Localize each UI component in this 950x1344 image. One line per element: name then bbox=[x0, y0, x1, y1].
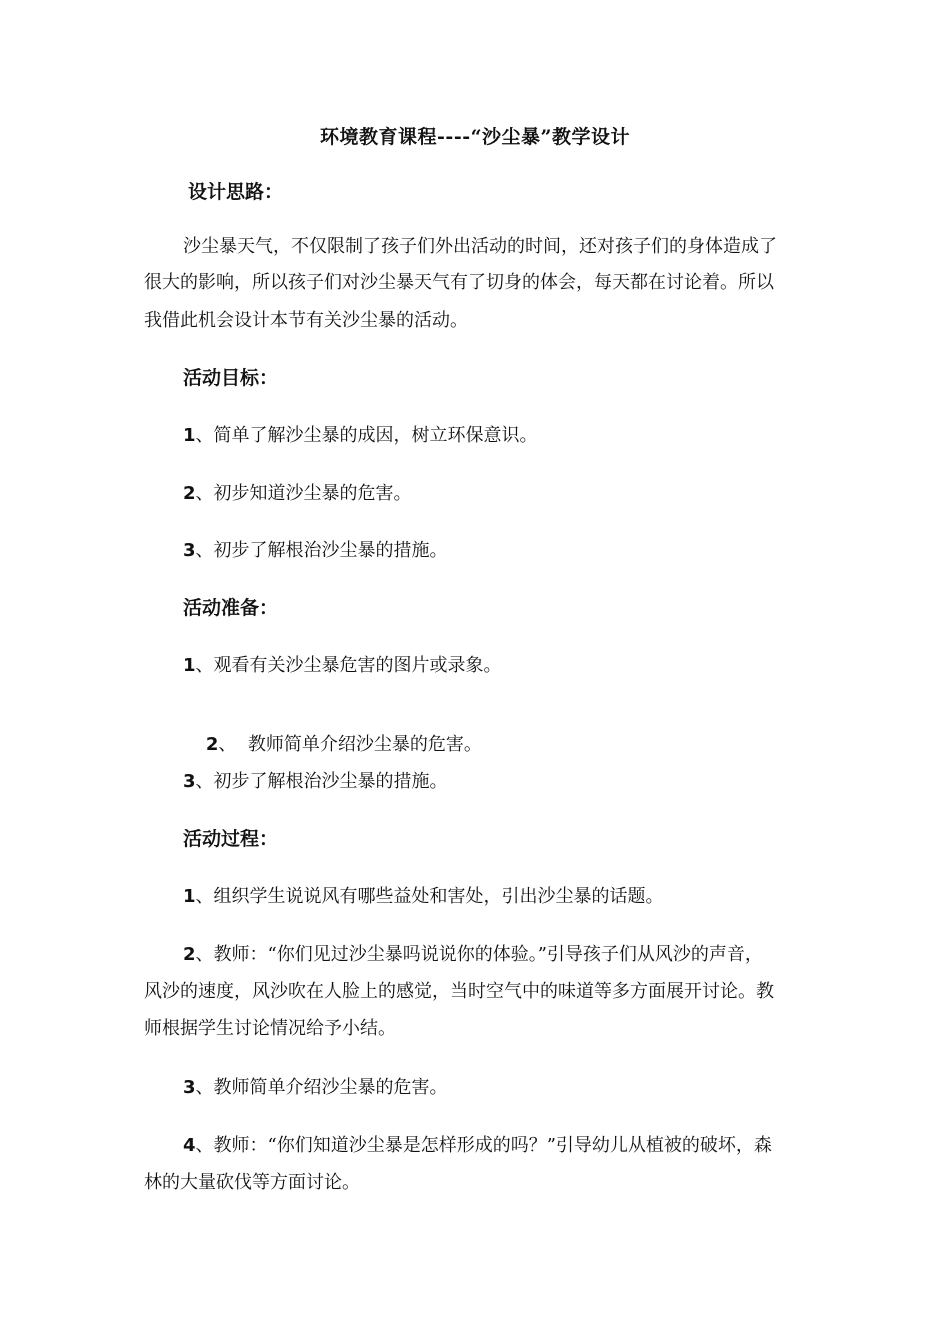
process-heading: 活动过程： bbox=[183, 828, 279, 850]
prep-text: 、观看有关沙尘暴危害的图片或录象。 bbox=[195, 655, 502, 676]
goal-number: 3 bbox=[183, 540, 196, 561]
document-title: 环境教育课程----“沙尘暴”教学设计 bbox=[320, 126, 630, 148]
process-text: 、教师简单介绍沙尘暴的危害。 bbox=[195, 1077, 448, 1098]
prep-number: 3 bbox=[183, 771, 196, 792]
goal-text: 、简单了解沙尘暴的成因，树立环保意识。 bbox=[195, 425, 538, 446]
goal-number: 1 bbox=[183, 425, 196, 446]
design-heading: 设计思路： bbox=[188, 181, 284, 203]
process-item bbox=[183, 1073, 853, 1099]
prep-number: 1 bbox=[183, 655, 196, 676]
process-number: 2 bbox=[183, 944, 196, 965]
process-number: 3 bbox=[183, 1077, 196, 1098]
process-number: 1 bbox=[183, 886, 196, 907]
design-line-1: 沙尘暴天气，不仅限制了孩子们外出活动的时间，还对孩子们的身体造成了 bbox=[183, 236, 777, 257]
process-text-continued: 风沙的速度，风沙吹在人脸上的感觉，当时空气中的味道等多方面展开讨论。教 bbox=[144, 981, 774, 1002]
goal-item bbox=[183, 479, 853, 505]
prep-text: 、 教师简单介绍沙尘暴的危害。 bbox=[218, 734, 482, 755]
prep-text: 、初步了解根治沙尘暴的措施。 bbox=[195, 771, 448, 792]
process-text: 、组织学生说说风有哪些益处和害处，引出沙尘暴的话题。 bbox=[195, 886, 664, 907]
process-text-continued: 林的大量砍伐等方面讨论。 bbox=[144, 1172, 360, 1193]
goals-heading: 活动目标： bbox=[183, 367, 279, 389]
prep-item bbox=[183, 651, 853, 677]
process-number: 4 bbox=[183, 1135, 196, 1156]
goal-text: 、初步了解根治沙尘暴的措施。 bbox=[195, 540, 448, 561]
process-item bbox=[183, 1131, 853, 1157]
process-text: 、教师：“你们见过沙尘暴吗说说你的体验。”引导孩子们从风沙的声音， bbox=[195, 944, 763, 965]
prep-item bbox=[183, 767, 853, 793]
process-item bbox=[183, 940, 853, 966]
process-text-continued: 师根据学生讨论情况给予小结。 bbox=[144, 1018, 396, 1039]
prep-heading: 活动准备： bbox=[183, 597, 279, 619]
goal-number: 2 bbox=[183, 483, 196, 504]
design-line-2: 很大的影响，所以孩子们对沙尘暴天气有了切身的体会，每天都在讨论着。所以 bbox=[144, 272, 774, 293]
goal-text: 、初步知道沙尘暴的危害。 bbox=[195, 483, 412, 504]
process-text: 、教师：“你们知道沙尘暴是怎样形成的吗？”引导幼儿从植被的破坏，森 bbox=[195, 1135, 772, 1156]
goal-item bbox=[183, 421, 853, 447]
goal-item bbox=[183, 536, 853, 562]
prep-number: 2 bbox=[205, 734, 219, 755]
process-item bbox=[183, 882, 853, 908]
design-line-3: 我借此机会设计本节有关沙尘暴的活动。 bbox=[144, 310, 468, 331]
